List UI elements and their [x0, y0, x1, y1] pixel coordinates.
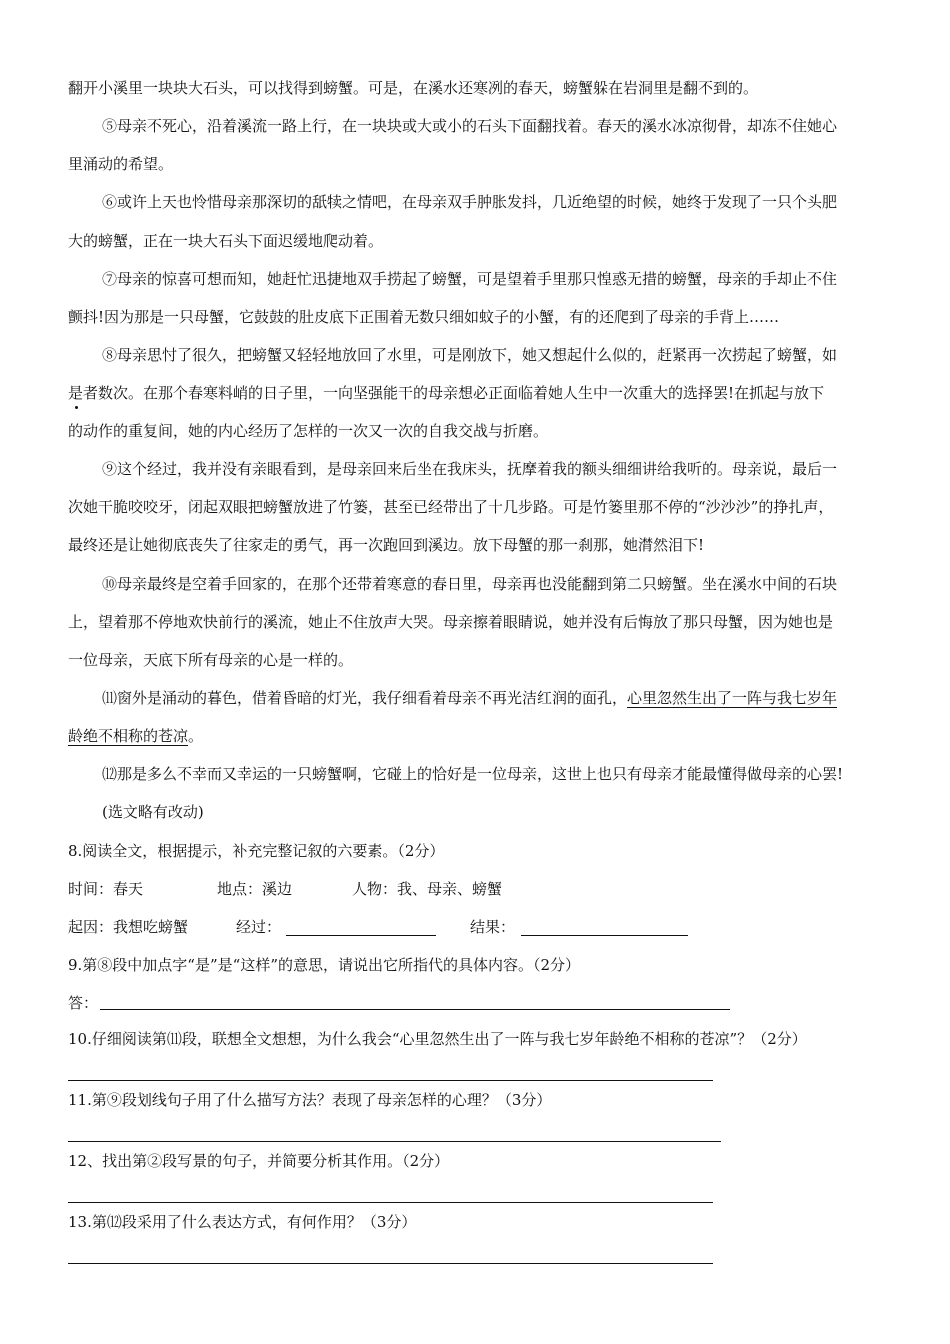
paragraph-8-line-2: 是者数次。在那个春寒料峭的日子里，一向坚强能干的母亲想必正面临着她人生中一次重大的选择罢!在抓起与放下	[68, 384, 825, 402]
paragraph-9-line-1: ⑨这个经过，我并没有亲眼看到，是母亲回来后坐在我床头，抚摩着我的额头细细讲给我听的。母亲说，最后一	[102, 460, 838, 478]
question-9-answer-label: 答：	[68, 994, 99, 1012]
question-12-stem: 12、找出第②段写景的句子，并简要分析其作用。（2分）	[68, 1152, 450, 1170]
paragraph-8-line-3: 的动作的重复间，她的内心经历了怎样的一次又一次的自我交战与折磨。	[68, 422, 549, 440]
question-13-stem: 13.第⑿段采用了什么表达方式，有何作用？（3分）	[68, 1213, 417, 1231]
question-8-cause: 起因：我想吃螃蟹	[68, 918, 189, 936]
paragraph-6-line-2: 大的螃蟹，正在一块大石头下面迟缓地爬动着。	[68, 232, 384, 250]
question-8-time: 时间：春天	[68, 880, 144, 898]
paragraph-4-tail: 翻开小溪里一块块大石头，可以找得到螃蟹。可是，在溪水还寒冽的春天，螃蟹躲在岩洞里是翻不到的。	[68, 79, 759, 97]
question-13-answer-line[interactable]	[68, 1263, 713, 1264]
question-9-stem: 9.第⑧段中加点字“是”是“这样”的意思，请说出它所指代的具体内容。（2分）	[68, 956, 581, 974]
paragraph-10-line-3: 一位母亲，天底下所有母亲的心是一样的。	[68, 651, 354, 669]
paragraph-10-line-1: ⑩母亲最终是空着手回家的，在那个还带着寒意的春日里，母亲再也没能翻到第二只螃蟹。坐在溪水中间的石块	[102, 575, 838, 593]
question-10-stem: 10.仔细阅读第⑾段，联想全文想想，为什么我会“心里忽然生出了一阵与我七岁年龄绝不相称的苍凉”？（2分）	[68, 1030, 807, 1048]
source-note: (选文略有改动)	[102, 803, 204, 821]
question-9-answer-line[interactable]	[100, 1009, 730, 1010]
question-8-result-blank[interactable]	[521, 935, 688, 936]
question-8-process-blank[interactable]	[286, 935, 436, 936]
question-12-answer-line[interactable]	[68, 1202, 713, 1203]
question-8-result-label: 结果：	[470, 918, 516, 936]
paragraph-6-line-1: ⑥或许上天也怜惜母亲那深切的舐犊之情吧，在母亲双手肿胀发抖，几近绝望的时候，她终于发现了一只个头肥	[102, 193, 838, 211]
paragraph-9-line-2: 次她干脆咬咬牙，闭起双眼把螃蟹放进了竹篓，甚至已经带出了十几步路。可是竹篓里那不停的“沙沙沙”的挣扎声，	[68, 498, 834, 516]
question-11-stem: 11.第⑨段划线句子用了什么描写方法？表现了母亲怎样的心理？（3分）	[68, 1091, 552, 1109]
paragraph-5-line-1: ⑤母亲不死心，沿着溪流一路上行，在一块块或大或小的石头下面翻找着。春天的溪水冰凉彻骨，却冻不住她心	[102, 117, 838, 135]
question-10-answer-line[interactable]	[68, 1080, 713, 1081]
question-8-process-label: 经过：	[236, 918, 282, 936]
paragraph-9-line-3: 最终还是让她彻底丧失了往家走的勇气，再一次跑回到溪边。放下母蟹的那一刹那，她潸然泪下!	[68, 536, 705, 554]
paragraph-7-line-2: 颤抖!因为那是一只母蟹，它鼓鼓的肚皮底下正围着无数只细如蚊子的小蟹，有的还爬到了母亲的手背上……	[68, 308, 780, 326]
paragraph-8-line-1: ⑧母亲思忖了很久，把螃蟹又轻轻地放回了水里，可是刚放下，她又想起什么似的，赶紧再一次捞起了螃蟹，如	[102, 346, 838, 364]
emphasis-dot	[75, 406, 78, 409]
paragraph-11-underlined-sentence-end: 龄绝不相称的苍凉	[68, 727, 189, 745]
paragraph-10-line-2: 上，望着那不停地欢快前行的溪流，她止不住放声大哭。母亲擦着眼睛说，她并没有后悔放了那只母蟹，因为她也是	[68, 613, 834, 631]
paragraph-7-line-1: ⑦母亲的惊喜可想而知，她赶忙迅捷地双手捞起了螃蟹，可是望着手里那只惶惑无措的螃蟹，母亲的手却止不住	[102, 270, 838, 288]
question-8-people: 人物：我、母亲、螃蟹	[352, 880, 503, 898]
question-8-place: 地点：溪边	[217, 880, 293, 898]
paragraph-12: ⑿那是多么不幸而又幸运的一只螃蟹啊，它碰上的恰好是一位母亲，这世上也只有母亲才能最懂得做母亲的心罢!	[102, 765, 844, 783]
paragraph-11-line-1	[102, 688, 837, 708]
question-8-stem: 8.阅读全文，根据提示，补充完整记叙的六要素。（2分）	[68, 842, 445, 860]
paragraph-11-period: 。	[188, 727, 204, 745]
paragraph-11-underlined-sentence: 心里忽然生出了一阵与我七岁年	[627, 689, 838, 707]
paragraph-11-text: ⑾窗外是涌动的暮色，借着昏暗的灯光，我仔细看着母亲不再光洁红润的面孔，	[102, 689, 628, 707]
question-11-answer-line[interactable]	[68, 1141, 721, 1142]
paragraph-5-line-2: 里涌动的希望。	[68, 155, 174, 173]
paragraph-11-line-2	[68, 726, 203, 746]
